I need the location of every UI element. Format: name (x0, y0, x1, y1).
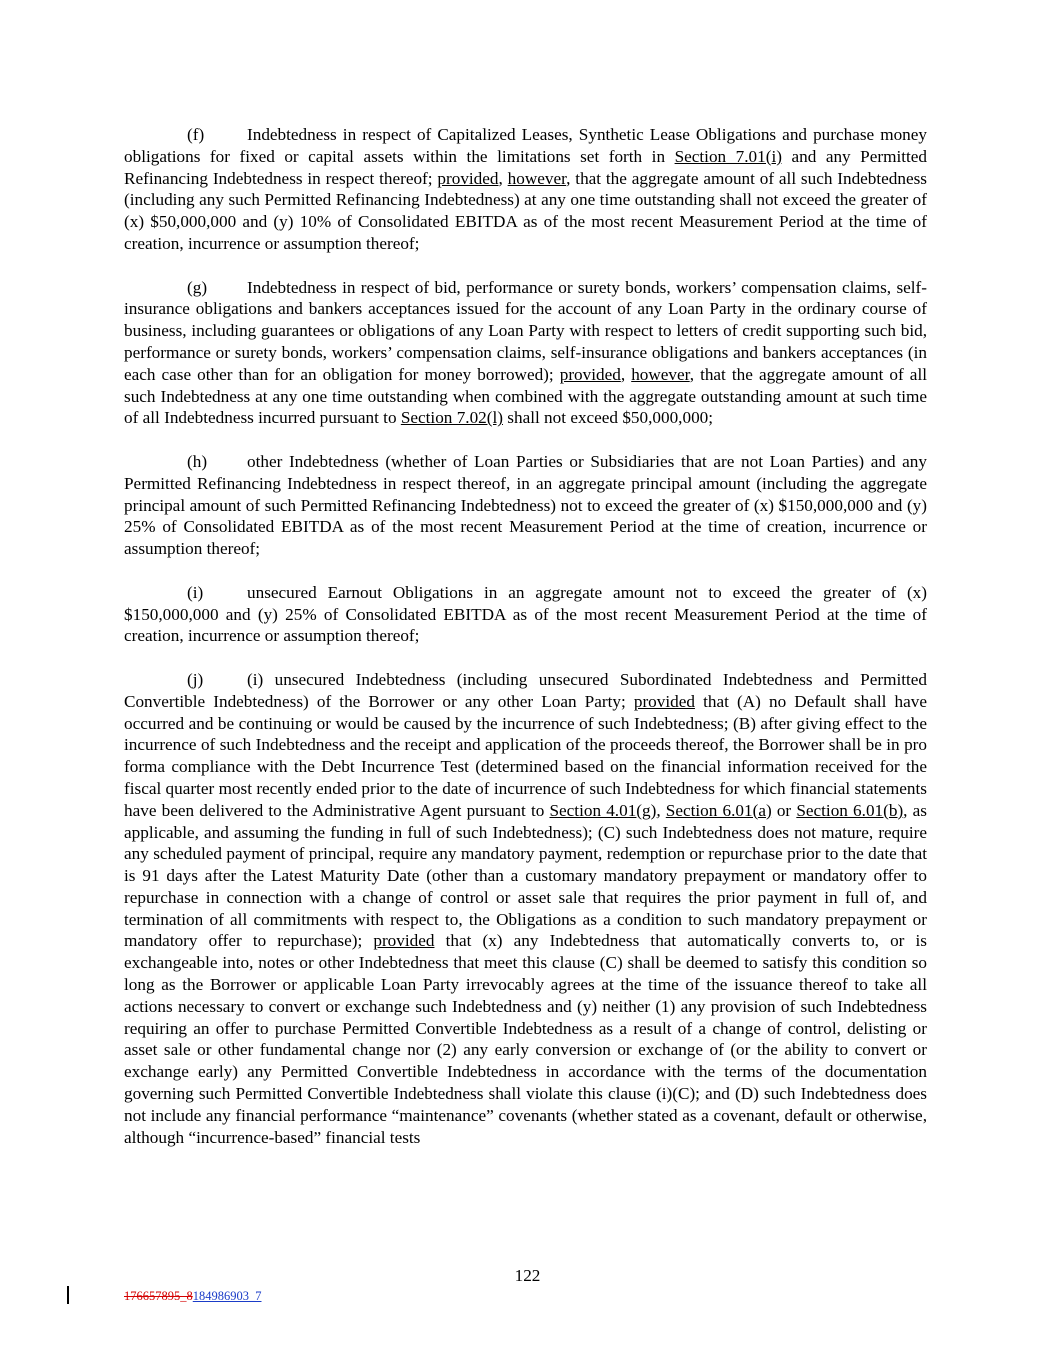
provided-term: provided (437, 168, 499, 188)
document-body (124, 124, 927, 1170)
paragraph-g: (g) Indebtedness in respect of bid, performance or surety bonds, workers’ compensation claims, self-insurance obligations and bankers acceptances issued for the account of any Loan Party in the ordinary course of business, including guarantees or obligations of any Loan Party with respect to letters of credit supporting such bid, performance or surety bonds, workers’ compensation claims, self-insurance obligations and bankers acceptances (in each case other than for an obligation for money borrowed); provided, however, that the aggregate amount of all such Indebtedness at any one time outstanding when combined with the aggregate outstanding amount at such time of all Indebtedness incurred pursuant to Section 7.02(l) shall not exceed $50,000,000; (124, 277, 927, 428)
section-reference: Section 6.01(a) (665, 800, 772, 820)
paragraph-f: (f) Indebtedness in respect of Capitalized Leases, Synthetic Lease Obligations and purchase money obligations for fixed or capital assets within the limitations set forth in Section 7.01(i) and any Permitted Refinancing Indebtedness in respect thereof; provided, however, that the aggregate amount of all such Indebtedness (including any such Permitted Refinancing Indebtedness) at any one time outstanding shall not exceed the greater of (x) $50,000,000 and (y) 10% of Consolidated EBITDA as of the most recent Measurement Period at the time of creation, incurrence or assumption thereof; (124, 125, 928, 253)
paragraph-label: (h) (187, 451, 208, 471)
section-reference: Section 7.02(l) (400, 408, 503, 428)
paragraph-label: (g) (187, 277, 208, 297)
paragraph-h: (h) other Indebtedness (whether of Loan Parties or Subsidiaries that are not Loan Parties) and any Permitted Refinancing Indebtedness in respect thereof, in an aggregate principal amount (including the aggregate principal amount of such Permitted Refinancing Indebtedness) not to exceed the greater of (x) $150,000,000 and (y) 25% of Consolidated EBITDA as of the most recent Measurement Period at the time of creation, incurrence or assumption thereof; (124, 451, 927, 559)
paragraph-label: (i) (187, 582, 204, 602)
revision-change-bar (67, 1286, 69, 1304)
page-number: 122 (514, 1266, 541, 1285)
inserted-doc-id: 184986903_7 (192, 1289, 262, 1303)
document-id (124, 1289, 262, 1304)
provided-term: provided (559, 364, 621, 384)
provided-term: provided (373, 931, 435, 951)
section-reference: Section 4.01(g) (549, 800, 657, 820)
section-reference: Section 6.01(b) (796, 800, 904, 820)
however-term: however (507, 168, 567, 188)
section-reference: Section 7.01(i) (674, 146, 782, 166)
paragraph-label: (j) (187, 669, 204, 689)
deleted-doc-id: 176657895_8 (124, 1289, 193, 1303)
paragraph-i: (i) unsecured Earnout Obligations in an aggregate amount not to exceed the greater of (x) $150,000,000 and (y) 25% of Consolidated EBITDA as of the most recent Measurement Period at the time of creation, incurrence or assumption thereof; (124, 582, 927, 646)
paragraph-j: (j) (i) unsecured Indebtedness (including unsecured Subordinated Indebtedness and Permitted Convertible Indebtedness) of the Borrower or any other Loan Party; provided that (A) no Default shall have occurred and be continuing or would be caused by the incurrence of such Indebtedness; (B) after giving effect to the incurrence of such Indebtedness and the receipt and application of the proceeds thereof, the Borrower shall be in pro forma compliance with the Debt Incurrence Test (determined based on the financial information received for the fiscal quarter most recently ended prior to the date of incurrence of such Indebtedness for which financial statements have been delivered to the Administrative Agent pursuant to Section 4.01(g), Section 6.01(a) or Section 6.01(b), as applicable, and assuming the funding in full of such Indebtedness); (C) such Indebtedness does not mature, require any scheduled payment of principal, require any mandatory payment, redemption or repurchase prior to the date that is 91 days after the Latest Maturity Date (other than a customary mandatory prepayment or mandatory offer to repurchase in connection with a change of control or asset sale that requires the prior payment in full of, and termination of all commitments with respect to, the Obligations as a condition to such mandatory prepayment or mandatory offer to repurchase); provided that (x) any Indebtedness that automatically converts to, or is exchangeable into, notes or other Indebtedness that meet this clause (C) shall be deemed to satisfy this condition so long as the Borrower or applicable Loan Party irrevocably agrees at the time of the issuance thereof to take all actions necessary to convert or exchange such Indebtedness and (y) neither (1) any provision of such Indebtedness requiring an offer to purchase Permitted Convertible Indebtedness as a result of a change of control, delisting or asset sale or other fundamental change nor (2) any early conversion or exchange of (or the ability to convert or exchange early) any Permitted Convertible Indebtedness in accordance with the terms of the documentation governing such Permitted Convertible Indebtedness shall violate this clause (i)(C); and (D) such Indebtedness does not include any financial performance “maintenance” covenants (whether stated as a covenant, default or otherwise, although “incurrence-based” financial tests (124, 669, 927, 1147)
provided-term: provided (633, 691, 695, 711)
paragraph-label: (f) (187, 125, 205, 144)
however-term: however (631, 364, 690, 384)
